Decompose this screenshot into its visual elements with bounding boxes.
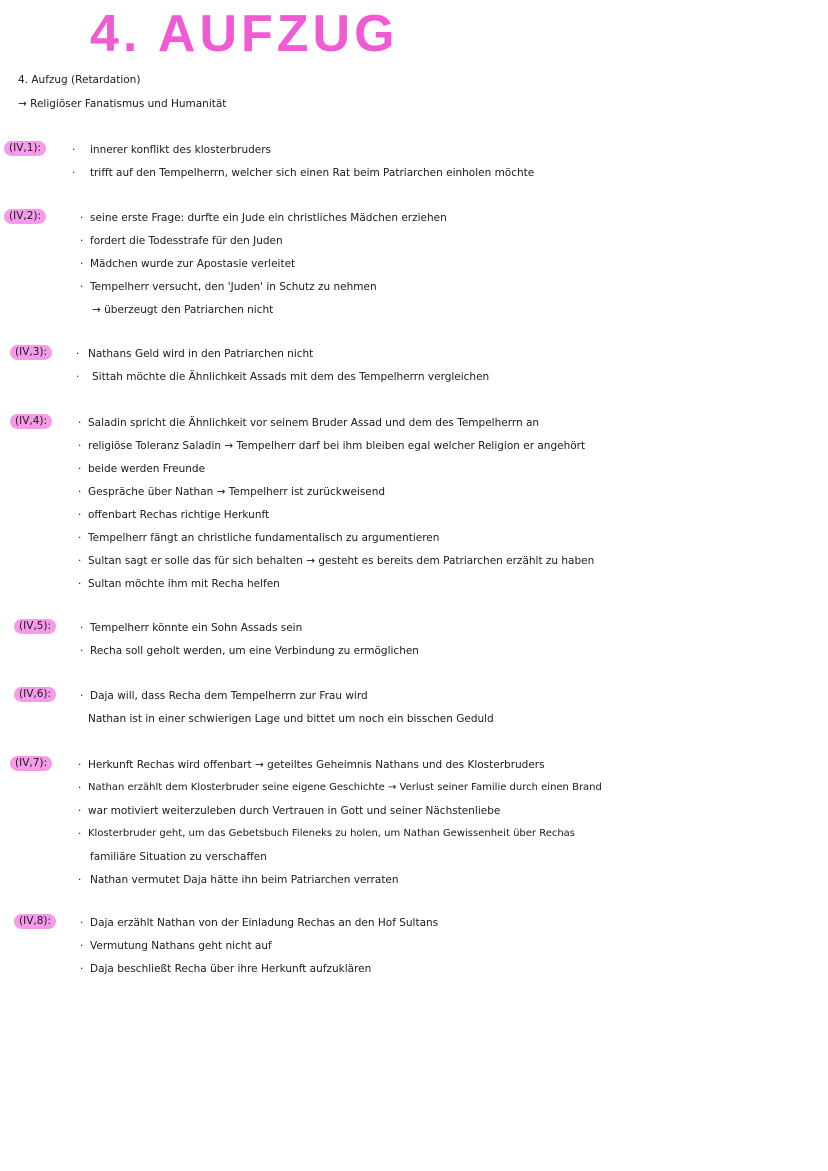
note-line: Daja erzählt Nathan von der Einladung Rechas an den Hof Sultans (90, 917, 439, 929)
bullet-dot: · (80, 690, 84, 702)
intro-subtitle: 4. Aufzug (Retardation) (18, 74, 141, 86)
note-line: Gespräche über Nathan → Tempelherr ist zurückweisend (88, 486, 386, 498)
bullet-dot: · (78, 486, 82, 498)
page-title: 4. AUFZUG (90, 5, 399, 63)
scene-label-badge: (IV,6): (14, 687, 56, 702)
scene-label-badge: (IV,7): (10, 756, 52, 771)
note-line: Herkunft Rechas wird offenbart → geteiltes Geheimnis Nathans und des Klosterbruders (88, 759, 545, 771)
bullet-dot: · (80, 281, 84, 293)
bullet-dot: · (80, 212, 84, 224)
note-line: Tempelherr fängt an christliche fundamentalisch zu argumentieren (88, 532, 440, 544)
bullet-dot: · (72, 144, 76, 156)
bullet-dot: · (80, 645, 84, 657)
scene-label-badge: (IV,2): (4, 209, 46, 224)
note-line: seine erste Frage: durfte ein Jude ein christliches Mädchen erziehen (90, 212, 447, 224)
bullet-dot: · (78, 532, 82, 544)
bullet-dot: · (80, 235, 84, 247)
bullet-dot: · (78, 828, 82, 840)
bullet-dot: · (78, 805, 82, 817)
note-line: Tempelherr versucht, den 'Juden' in Schutz zu nehmen (90, 281, 377, 293)
scene-label-badge: (IV,5): (14, 619, 56, 634)
note-line: Nathans Geld wird in den Patriarchen nicht (88, 348, 314, 360)
bullet-dot: · (78, 874, 82, 886)
note-line: offenbart Rechas richtige Herkunft (88, 509, 270, 521)
note-line: Nathan ist in einer schwierigen Lage und bittet um noch ein bisschen Geduld (88, 713, 494, 725)
note-line: trifft auf den Tempelherrn, welcher sich einen Rat beim Patriarchen einholen möchte (90, 167, 535, 179)
note-line: Klosterbruder geht, um das Gebetsbuch Fileneks zu holen, um Nathan Gewissenheit über Rechas (88, 828, 576, 839)
bullet-dot: · (80, 622, 84, 634)
bullet-dot: · (80, 258, 84, 270)
bullet-dot: · (78, 440, 82, 452)
note-line: Nathan vermutet Daja hätte ihn beim Patriarchen verraten (90, 874, 399, 886)
note-line: war motiviert weiterzuleben durch Vertrauen in Gott und seiner Nächstenliebe (88, 805, 501, 817)
bullet-dot: · (80, 917, 84, 929)
scene-label-badge: (IV,4): (10, 414, 52, 429)
bullet-dot: · (76, 371, 80, 383)
note-line: Tempelherr könnte ein Sohn Assads sein (90, 622, 303, 634)
note-line: → überzeugt den Patriarchen nicht (92, 304, 274, 316)
note-line: Mädchen wurde zur Apostasie verleitet (90, 258, 296, 270)
intro-theme: → Religiöser Fanatismus und Humanität (18, 98, 227, 110)
note-line: fordert die Todesstrafe für den Juden (90, 235, 283, 247)
bullet-dot: · (78, 759, 82, 771)
note-line: religiöse Toleranz Saladin → Tempelherr darf bei ihm bleiben egal welcher Religion er angehört (88, 440, 586, 452)
scene-label-badge: (IV,8): (14, 914, 56, 929)
note-line: Recha soll geholt werden, um eine Verbindung zu ermöglichen (90, 645, 419, 657)
scene-label-badge: (IV,3): (10, 345, 52, 360)
bullet-dot: · (78, 782, 82, 794)
note-line: familiäre Situation zu verschaffen (90, 851, 267, 863)
note-line: Sultan sagt er solle das für sich behalten → gesteht es bereits dem Patriarchen erzählt zu haben (88, 555, 595, 567)
note-line: Daja beschließt Recha über ihre Herkunft aufzuklären (90, 963, 372, 975)
bullet-dot: · (80, 963, 84, 975)
note-line: Daja will, dass Recha dem Tempelherrn zur Frau wird (90, 690, 368, 702)
note-line: Sittah möchte die Ähnlichkeit Assads mit dem des Tempelherrn vergleichen (92, 371, 490, 383)
bullet-dot: · (76, 348, 80, 360)
note-line: Vermutung Nathans geht nicht auf (90, 940, 272, 952)
note-line: Nathan erzählt dem Klosterbruder seine eigene Geschichte → Verlust seiner Familie durch einen Brand (88, 782, 602, 793)
note-line: innerer konflikt des klosterbruders (90, 144, 272, 156)
bullet-dot: · (80, 940, 84, 952)
bullet-dot: · (78, 578, 82, 590)
bullet-dot: · (78, 417, 82, 429)
bullet-dot: · (78, 509, 82, 521)
scene-label-badge: (IV,1): (4, 141, 46, 156)
bullet-dot: · (72, 167, 76, 179)
note-line: Sultan möchte ihm mit Recha helfen (88, 578, 280, 590)
note-line: beide werden Freunde (88, 463, 206, 475)
bullet-dot: · (78, 555, 82, 567)
note-line: Saladin spricht die Ähnlichkeit vor seinem Bruder Assad und dem des Tempelherrn an (88, 417, 540, 429)
bullet-dot: · (78, 463, 82, 475)
